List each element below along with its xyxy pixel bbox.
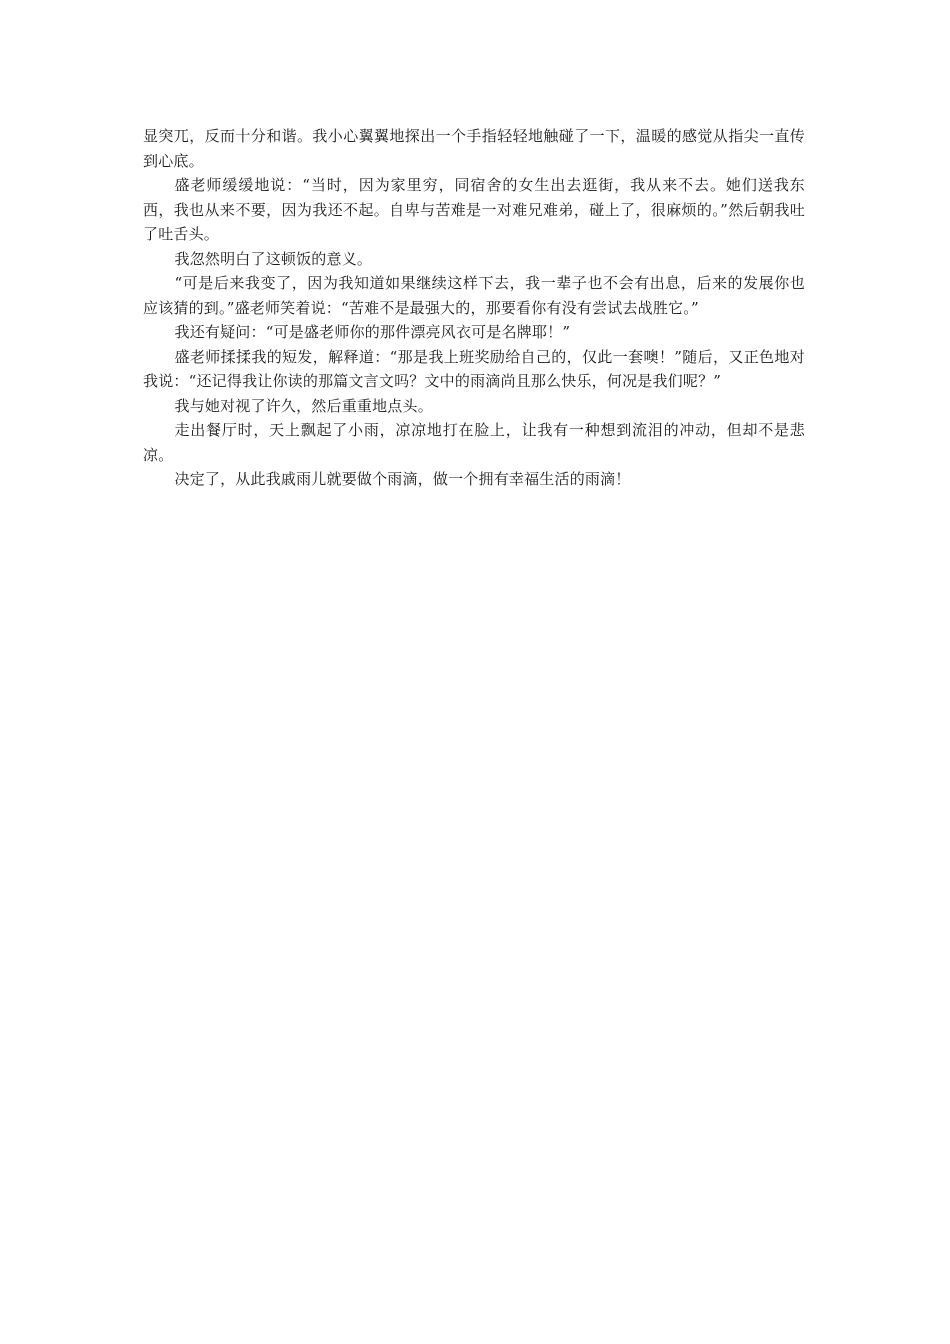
paragraph-6: 盛老师揉揉我的短发，解释道：“那是我上班奖励给自己的，仅此一套噢！”随后，又正色地对我说：“还记得我让你读的那篇文言文吗？文中的雨滴尚且那么快乐，何况是我们呢？” <box>143 347 805 390</box>
paragraph-1: 显突兀，反而十分和谐。我小心翼翼地探出一个手指轻轻地触碰了一下，温暖的感觉从指尖一直传到心底。 <box>143 127 805 170</box>
paragraph-7: 我与她对视了许久，然后重重地点头。 <box>174 396 433 415</box>
document-body <box>143 124 805 492</box>
paragraph-5: 我还有疑问：“可是盛老师你的那件漂亮风衣可是名牌耶！” <box>174 323 571 341</box>
paragraph-3: 我忽然明白了这顿饭的意义。 <box>174 249 373 268</box>
paragraph-9: 决定了，从此我戚雨儿就要做个雨滴，做一个拥有幸福生活的雨滴！ <box>174 470 631 488</box>
paragraph-2: 盛老师缓缓地说：“当时，因为家里穷，同宿舍的女生出去逛街，我从来不去。她们送我东西，我也从来不要，因为我还不起。自卑与苦难是一对难兄难弟，碰上了，很麻烦的。”然后朝我吐了吐舌头。 <box>143 176 805 243</box>
paragraph-4: “可是后来我变了，因为我知道如果继续这样下去，我一辈子也不会有出息，后来的发展你也应该猜的到。”盛老师笑着说：“苦难不是最强大的，那要看你有没有尝试去战胜它。” <box>143 274 805 317</box>
paragraph-8: 走出餐厅时，天上飘起了小雨，凉凉地打在脸上，让我有一种想到流泪的冲动，但却不是悲凉。 <box>143 421 805 464</box>
